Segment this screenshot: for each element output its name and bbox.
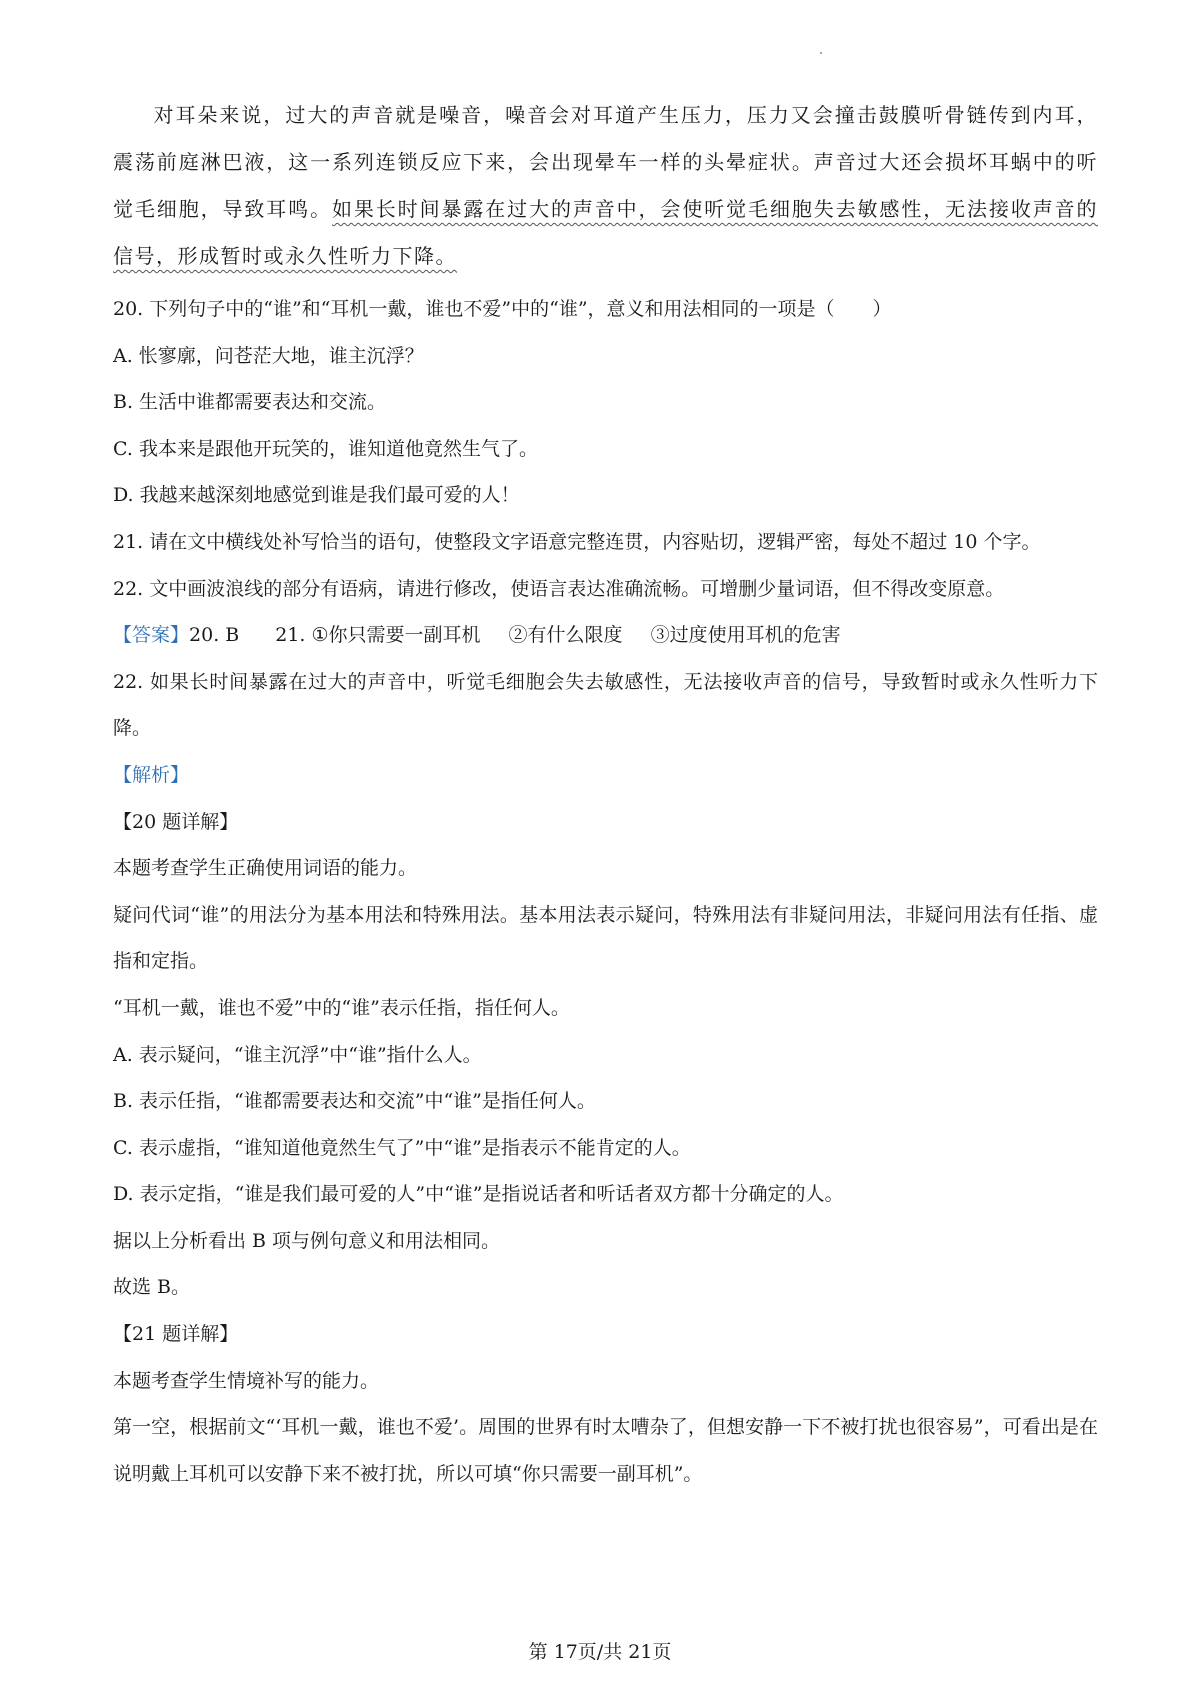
reading-passage — [113, 92, 1098, 280]
answer-21-item-1: ①你只需要一副耳机 — [311, 624, 481, 647]
q20-option-c: C. 我本来是跟他开玩笑的，谁知道他竟然生气了。 — [113, 437, 538, 460]
q21-stem: 21. 请在文中横线处补写恰当的语句，使整段文字语意完整连贯，内容贴切，逻辑严密，每处不超过 10 个字。 — [113, 530, 1041, 553]
detail-20-line: C. 表示虚指，“谁知道他竟然生气了”中“谁”是指表示不能肯定的人。 — [113, 1136, 691, 1159]
q20-option-a: A. 怅寥廓，问苍茫大地，谁主沉浮？ — [113, 344, 424, 367]
q20-stem: 20. 下列句子中的“谁”和“耳机一戴，谁也不爱”中的“谁”，意义和用法相同的一项是（ ） — [113, 298, 892, 320]
scan-dot — [820, 52, 822, 54]
q20-option-b: B. 生活中谁都需要表达和交流。 — [113, 391, 387, 414]
answer-22: 22. 如果长时间暴露在过大的声音中，听觉毛细胞会失去敏感性，无法接收声音的信号，导致暂时或永久性听力下降。 — [113, 670, 1098, 740]
answer-21-item-3: ③过度使用耳机的危害 — [650, 624, 841, 647]
detail-20-line: D. 表示定指，“谁是我们最可爱的人”中“谁”是指说话者和听话者双方都十分确定的人。 — [113, 1183, 844, 1206]
detail-20-line: “耳机一戴，谁也不爱”中的“谁”表示任指，指任何人。 — [113, 996, 570, 1019]
detail-20-line: A. 表示疑问，“谁主沉浮”中“谁”指什么人。 — [113, 1043, 482, 1066]
q20-option-d: D. 我越来越深刻地感觉到谁是我们最可爱的人！ — [113, 484, 520, 507]
passage-text: 对耳朵来说，过大的声音就是噪音，噪音会对耳道产生压力，压力又会撞击鼓膜听骨链传到内耳，震荡前庭淋巴液，这一系列连锁反应下来，会出现晕车一样的头晕症状。声音过大还会损坏耳蜗中的听觉毛细胞，导致耳鸣。 — [113, 103, 1098, 221]
answer-line — [113, 612, 1098, 659]
detail-20-title: 【20 题详解】 — [113, 810, 239, 833]
detail-20-line: 据以上分析看出 B 项与例句意义和用法相同。 — [113, 1229, 501, 1252]
question-content — [113, 286, 1098, 1497]
answer-label: 【答案】 — [113, 624, 190, 647]
answer-21-prefix: 21. — [275, 624, 312, 647]
page-footer: 第 17页/共 21页 — [528, 1641, 672, 1663]
detail-21-line: 第一空，根据前文“‘耳机一戴，谁也不爱’。周围的世界有时太嘈杂了，但想安静一下不被打扰也很容易”，可看出是在说明戴上耳机可以安静下来不被打扰，所以可填“你只需要一副耳机”。 — [113, 1416, 1098, 1485]
detail-20-line: 故选 B。 — [113, 1276, 191, 1299]
analysis-label: 【解析】 — [113, 763, 190, 786]
detail-20-line: B. 表示任指，“谁都需要表达和交流”中“谁”是指任何人。 — [113, 1090, 596, 1113]
detail-20-line: 本题考查学生正确使用词语的能力。 — [113, 857, 418, 880]
detail-21-title: 【21 题详解】 — [113, 1323, 239, 1346]
q22-stem: 22. 文中画波浪线的部分有语病，请进行修改，使语言表达准确流畅。可增删少量词语，但不得改变原意。 — [113, 577, 1005, 600]
answer-21-item-2: ②有什么限度 — [508, 624, 623, 647]
detail-20-line: 疑问代词“谁”的用法分为基本用法和特殊用法。基本用法表示疑问，特殊用法有非疑问用法，非疑问用法有任指、虚指和定指。 — [113, 903, 1098, 973]
wavy-underlined-sentence: 如果长时间暴露在过大的声音中，会使听觉毛细胞失去敏感性，无法接收声音的信号，形成暂时或永久性听力下降。 — [113, 197, 1099, 268]
detail-21-line: 本题考查学生情境补写的能力。 — [113, 1369, 380, 1392]
answer-20: 20. B — [189, 624, 240, 647]
